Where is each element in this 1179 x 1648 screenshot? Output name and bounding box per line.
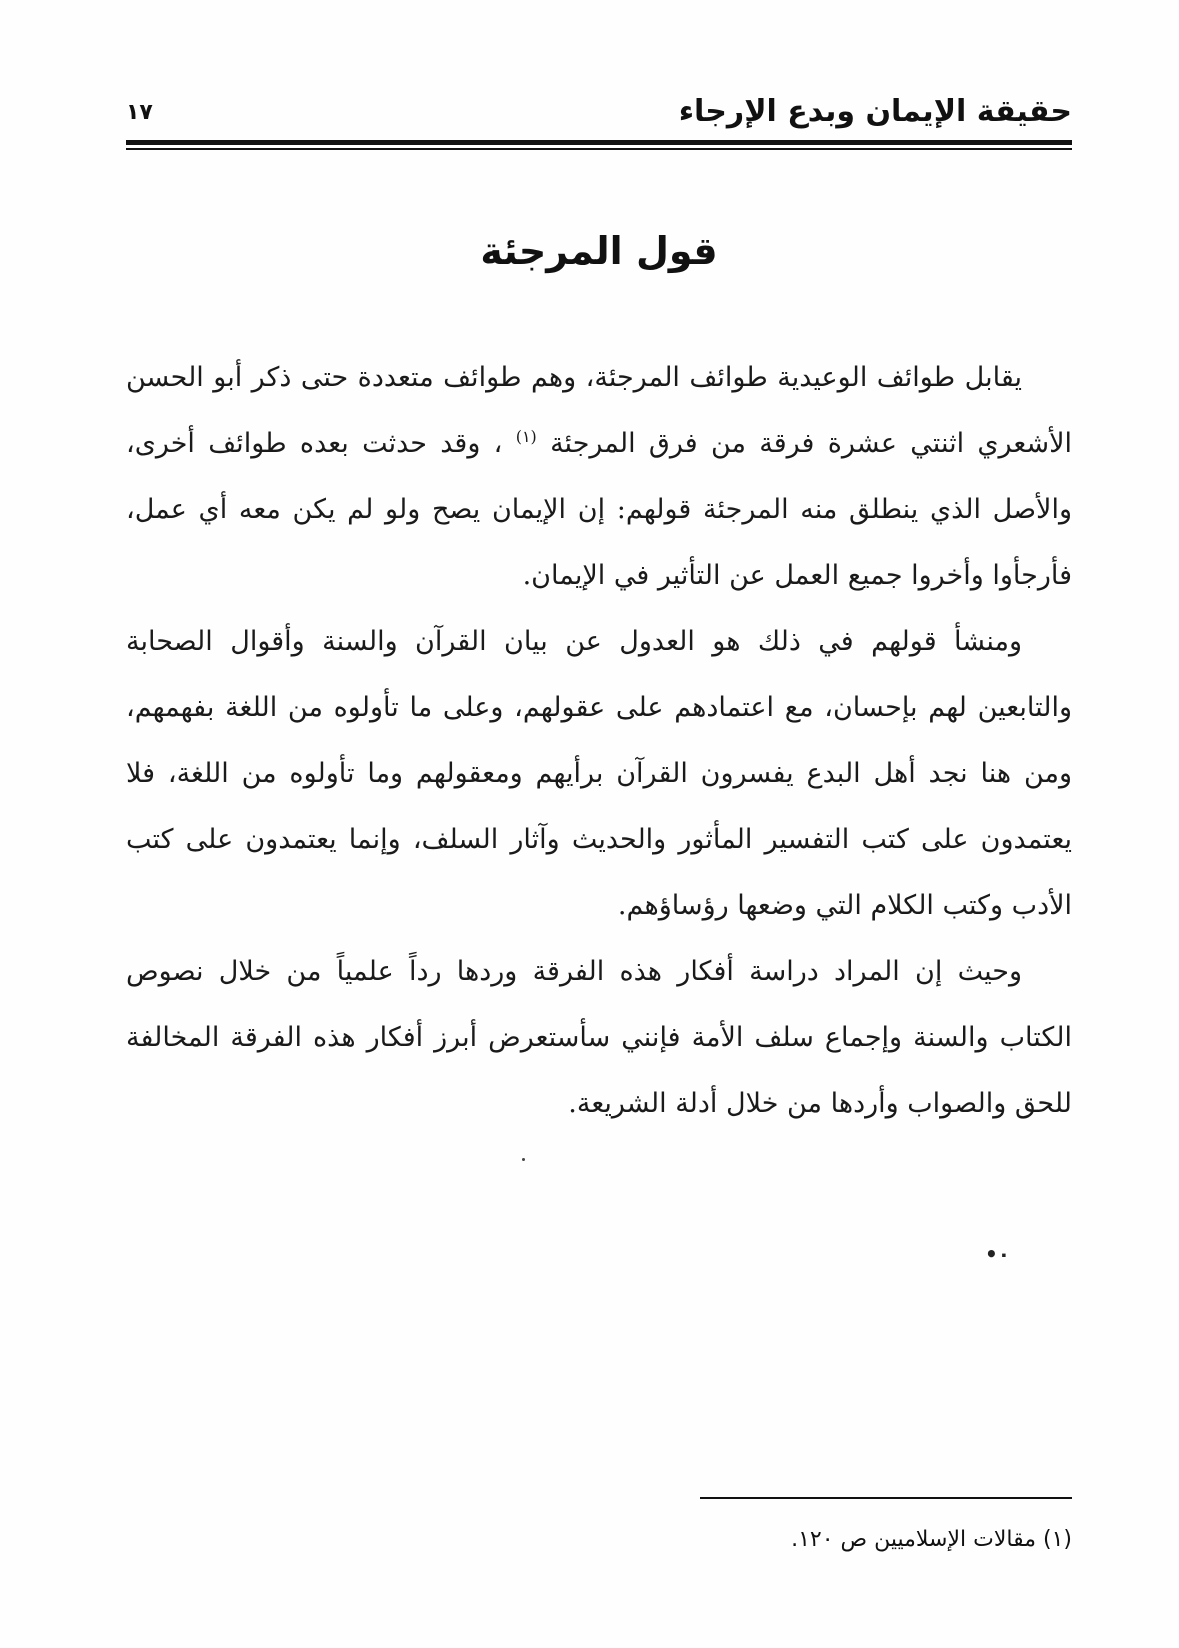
paragraph-1-part-1: يقابل طوائف الوعيدية طوائف المرجئة، وهم طوائف متعددة حتى ذكر أبو الحسن الأشعري اثنتي عشرة فرقة من فرق المرجئة [126, 362, 1072, 459]
paragraph-1-part-2: ، وقد حدثت بعده طوائف أخرى، والأصل الذي ينطلق منه المرجئة قولهم: إن الإيمان يصح ولو لم يكن معه أي عمل، فأرجأوا وأخروا جميع العمل عن التأثير في الإيمان. [126, 428, 1072, 591]
running-header [126, 92, 1072, 132]
stray-mark: •٠ [985, 1242, 1011, 1266]
header-rule-thin [126, 148, 1072, 150]
header-rule-thick [126, 140, 1072, 145]
book-title: حقيقة الإيمان وبدع الإرجاء [678, 94, 1072, 129]
footnote-reference: (١) [515, 427, 537, 446]
body-text [126, 345, 1072, 1137]
footnote: (١) مقالات الإسلاميين ص ١٢٠. [791, 1527, 1072, 1552]
paragraph-1 [126, 345, 1072, 609]
paragraph-2: ومنشأ قولهم في ذلك هو العدول عن بيان القرآن والسنة وأقوال الصحابة والتابعين لهم بإحسان، مع اعتمادهم على عقولهم، وعلى ما تأولوه من اللغة بفهمهم، ومن هنا نجد أهل البدع يفسرون القرآن برأيهم ومعقولهم وما تأولوه من اللغة، فلا يعتمدون على كتب التفسير المأثور والحديث وآثار السلف، وإنما يعتمدون على كتب الأدب وكتب الكلام التي وضعها رؤساؤهم. [126, 626, 1072, 921]
paragraph-3: وحيث إن المراد دراسة أفكار هذه الفرقة وردها رداً علمياً من خلال نصوص الكتاب والسنة وإجماع سلف الأمة فإنني سأستعرض أبرز أفكار هذه الفرقة المخالفة للحق والصواب وأردها من خلال أدلة الشريعة. [126, 956, 1072, 1119]
section-heading: قول المرجئة [480, 229, 718, 273]
page-number: ١٧ [126, 100, 153, 125]
footnote-rule [700, 1497, 1072, 1499]
stray-dot [522, 1158, 525, 1161]
